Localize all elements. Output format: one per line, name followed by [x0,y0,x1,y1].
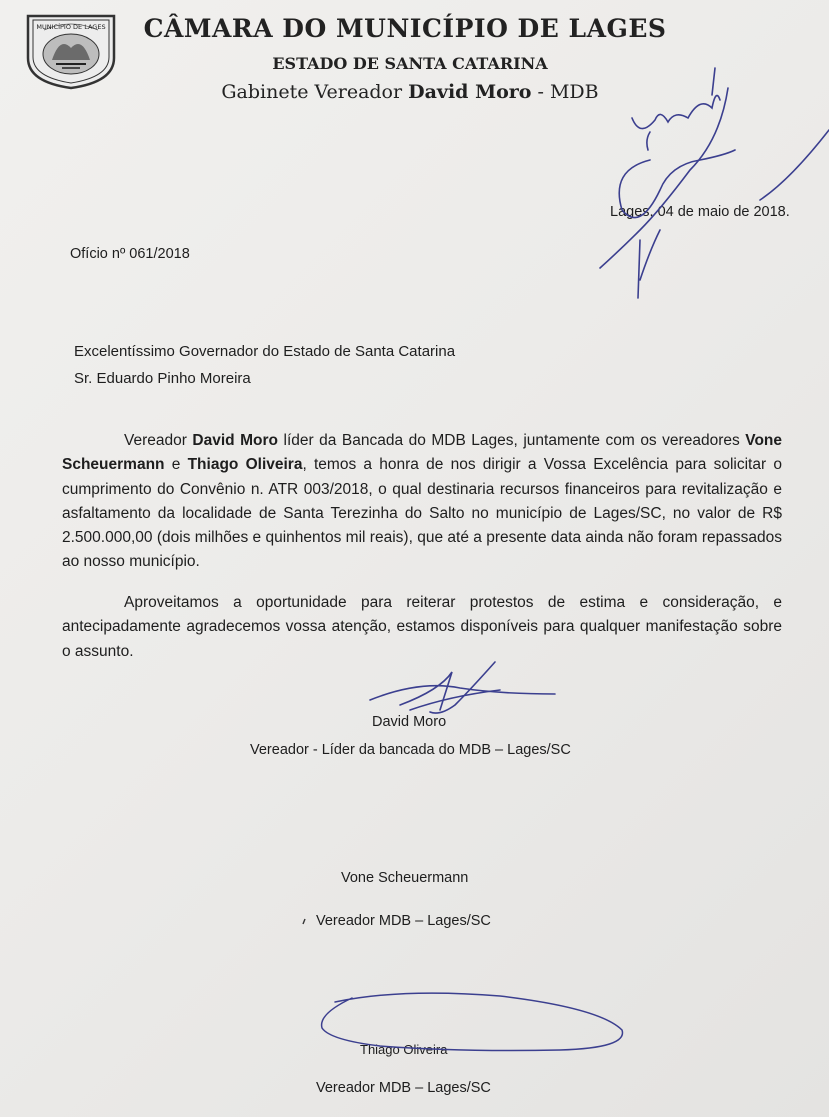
signatory-role: Vereador MDB – Lages/SC [316,913,491,929]
signatory-name: Vone Scheuermann [341,870,469,886]
signatory-name: David Moro [372,714,447,730]
p1-part: e [164,456,188,474]
signatory-role: Vereador MDB – Lages/SC [316,1080,491,1096]
municipal-emblem [22,10,120,90]
emblem-text: MUNICÍPIO DE LAGES [36,23,106,31]
signature-david-moro [370,662,555,713]
p1-bold: Vone Scheuermann [62,432,782,474]
mark [303,919,305,924]
oficio-number: Ofício nº 061/2018 [70,246,190,262]
body-paragraph-2: Aproveitamos a oportunidade para reiterar protestos de estima e consideração, e antecipadamente agradecemos vossa atenção, estamos disponíveis para qualquer manifestação sobre o assunto. [62,594,782,660]
recipient-title: Excelentíssimo Governador do Estado de Santa Catarina [74,343,456,360]
document-date: Lages, 04 de maio de 2018. [610,204,790,220]
p1-bold: Thiago Oliveira [187,456,303,474]
signatory-name: Thiago Oliveira [360,1042,448,1057]
p1-part: , temos a honra de nos dirigir a Vossa Excelência para solicitar o cumprimento do Convênio n. ATR 003/2018, o qual destinaria recursos financeiros para revitalização e asfaltamento da localidade de Santa Terezinha do Salto no município de Lages/SC, no valor de R$ 2.500.000,00 (dois milhões e quinhentos mil reais), que até a presente data ainda não foram repassados ao nosso município. [62,456,782,571]
recipient-name: Sr. Eduardo Pinho Moreira [74,370,251,387]
state-name: ESTADO DE SANTA CATARINA [272,54,548,73]
signatory-role: Vereador - Líder da bancada do MDB – Lages/SC [250,742,571,758]
office-name: David Moro [408,81,532,103]
chamber-title: CÂMARA DO MUNICÍPIO DE LAGES [143,14,667,43]
office-prefix: Gabinete Vereador [221,81,409,103]
p1-bold: David Moro [192,432,279,449]
p1-part: líder da Bancada do MDB Lages, juntamente com os vereadores [278,432,746,449]
office-line [150,81,670,103]
body-paragraph-1 [62,429,782,575]
p1-part: Vereador [124,432,193,449]
office-suffix: - MDB [531,81,599,103]
